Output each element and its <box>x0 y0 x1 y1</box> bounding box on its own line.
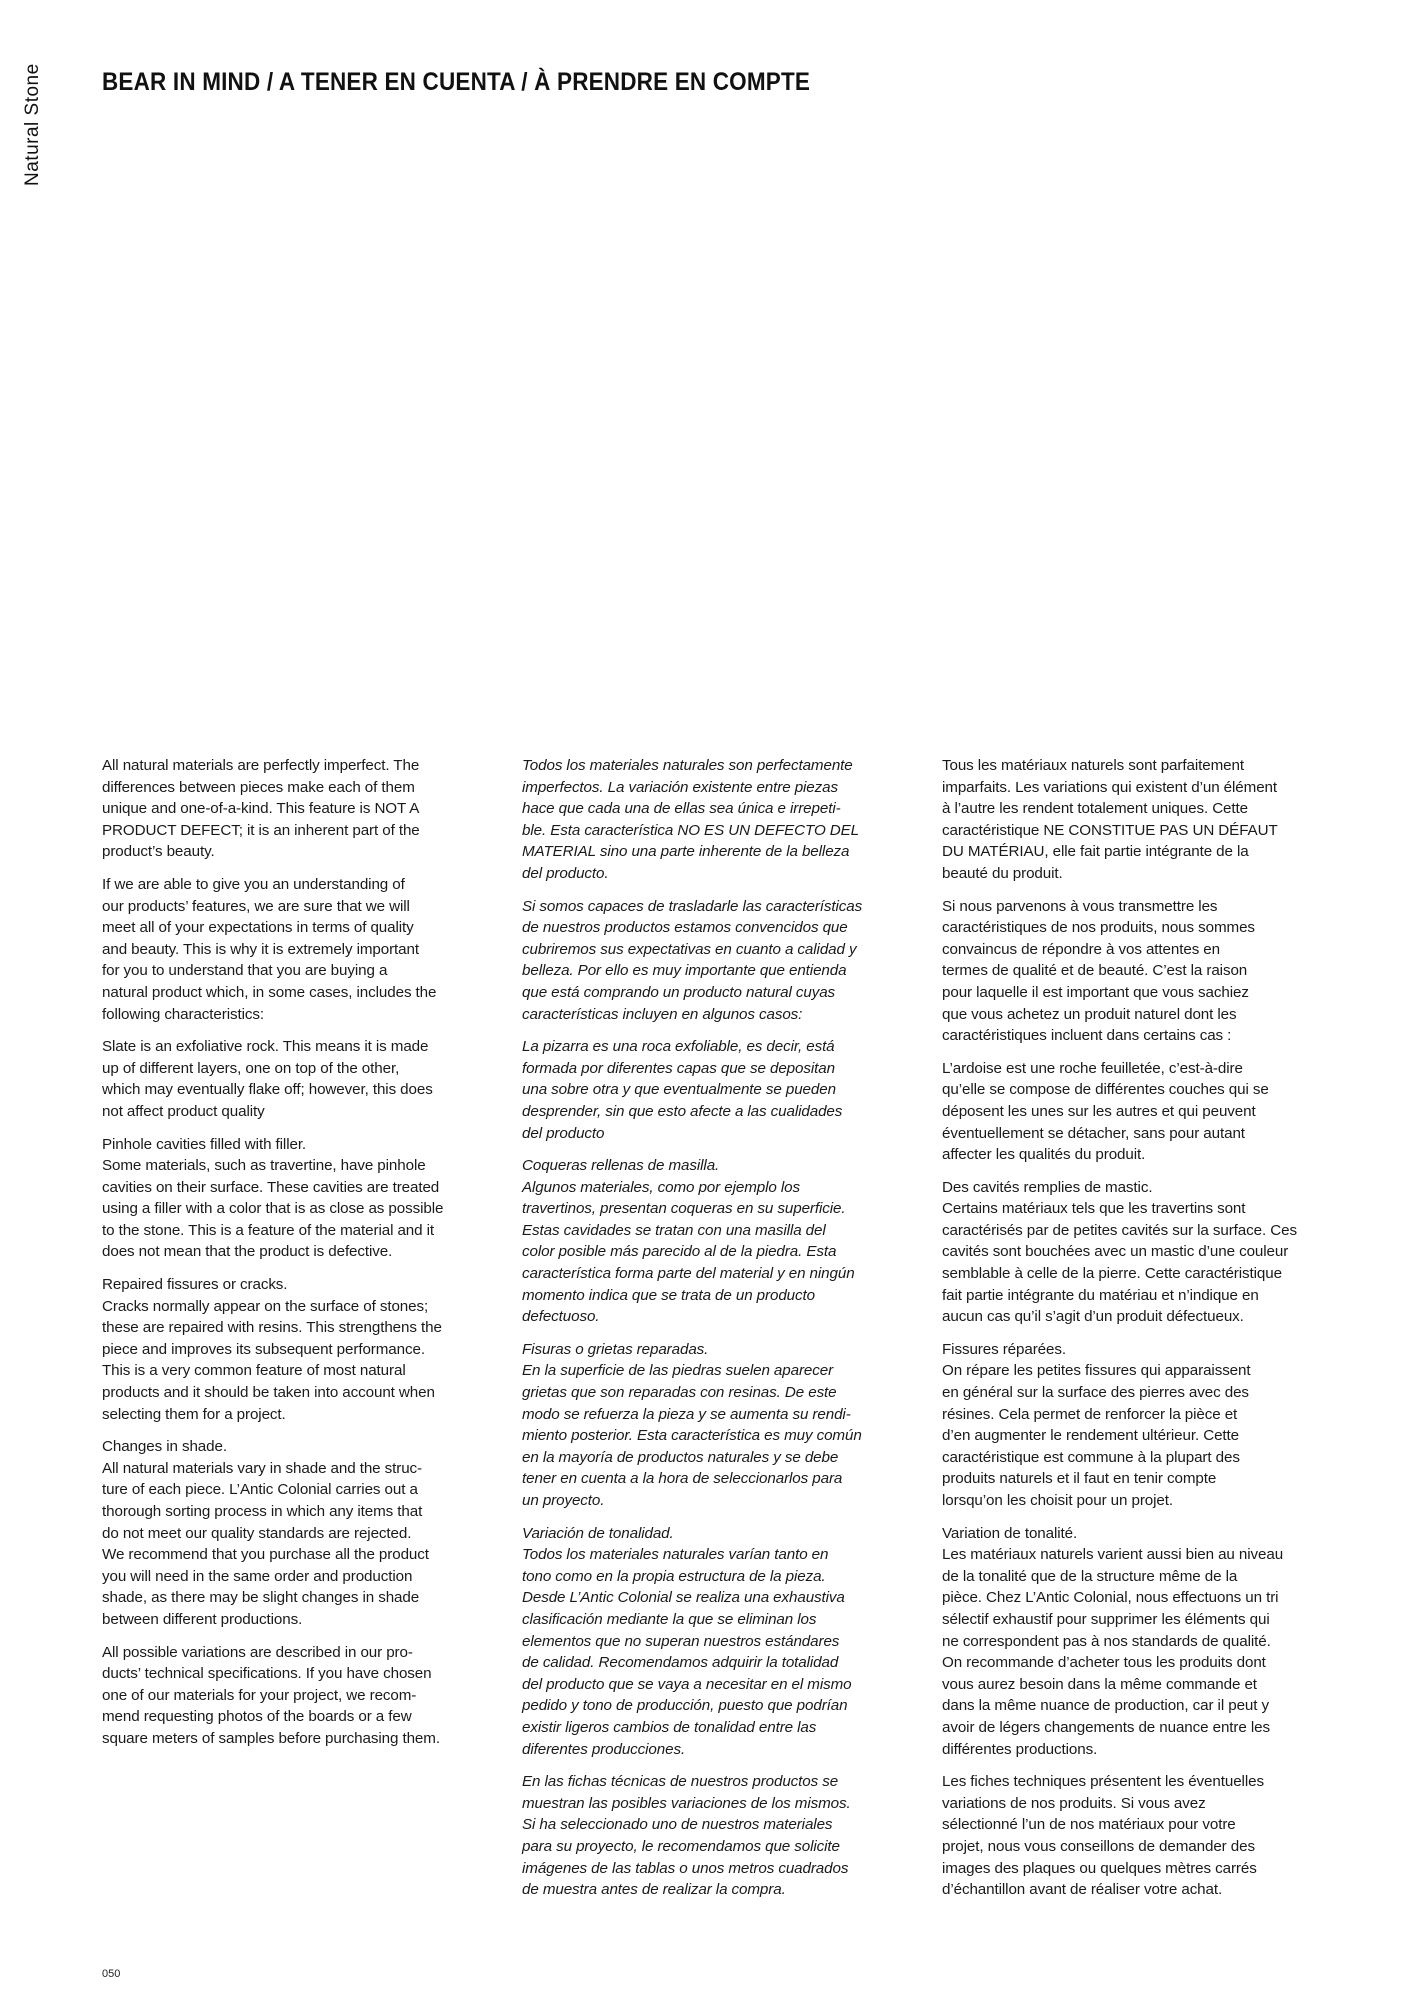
paragraph: If we are able to give you an understanding of our products’ features, we are sure that we will meet all of your expectations in terms of quality and beauty. This is why it is extremely important for you to understand that you are buying a natural product which, in some cases, includes the following characteristics: <box>102 875 437 1023</box>
paragraph: Coqueras rellenas de masilla. Algunos materiales, como por ejemplo los travertinos, presentan coqueras en su superficie. Estas cavidades se tratan con una masilla del color posible más parecido al de la piedra. Esta característica forma parte del material y en ningún momento indica que se trata de un producto defectuoso. <box>522 1157 855 1326</box>
paragraph: Les fiches techniques présentent les éventuelles variations de nos produits. Si vous avez sélectionné l’un de nos matériaux pour votre projet, nous vous conseillons de demander des images des plaques ou quelques mètres carrés d’échantillon avant de réaliser votre achat. <box>942 1773 1264 1899</box>
paragraph: Repaired fissures or cracks. Cracks normally appear on the surface of stones; these are repaired with resins. This strengthens the piece and improves its subsequent performance. This is a very common feature of most natural products and it should be taken into account when selecting them for a project. <box>102 1276 442 1423</box>
paragraph: All natural materials are perfectly imperfect. The differences between pieces make each of them unique and one-of-a-kind. This feature is NOT A PRODUCT DEFECT; it is an inherent part of the product’s beauty. <box>102 757 420 861</box>
paragraph: Slate is an exfoliative rock. This means it is made up of different layers, one on top of the other, which may eventually flake off; however, this does not affect product quality <box>102 1038 433 1120</box>
paragraph: Todos los materiales naturales son perfectamente imperfectos. La variación existente entre piezas hace que cada una de ellas sea única e irrepeti- ble. Esta característica NO ES UN DEFECTO DEL MATERIAL sino una parte inherente de la belleza del producto. <box>522 757 860 882</box>
paragraph: Variation de tonalité. Les matériaux naturels varient aussi bien au niveau de la tonalité que de la structure même de la pièce. Chez L’Antic Colonial, nous effectuons un tri sélectif exhaustif pour supprimer les éléments qui ne correspondent pas à nos standards de qualité. On recommande d’acheter tous les produits dont vous aurez besoin dans la même commande et dans la même nuance de production, car il peut y avoir de légers changements de nuance entre les différentes productions. <box>942 1524 1284 1758</box>
paragraph: Pinhole cavities filled with filler. Some materials, such as travertine, have pinhole cavities on their surface. These cavities are treated using a filler with a color that is as close as possible to the stone. This is a feature of the material and it does not mean that the product is defective. <box>102 1135 444 1261</box>
paragraph: Fisuras o grietas reparadas. En la superficie de las piedras suelen aparecer grietas que son reparadas con resinas. De este modo se refuerza la pieza y se aumenta su rendi- miento posterior. Esta característica es muy común en la mayoría de productos naturales y se debe tener en cuenta a la hora de seleccionarlos para un proyecto. <box>522 1340 862 1509</box>
page-title: BEAR IN MIND / A TENER EN CUENTA / À PRENDRE EN COMPTE <box>102 68 811 96</box>
column-french <box>942 755 1342 1912</box>
paragraph: Si nous parvenons à vous transmettre les caractéristiques de nos produits, nous sommes convaincus de répondre à vos attentes en termes de qualité et de beauté. C’est la raison pour laquelle il est important que vous sachiez que vous achetez un produit naturel dont les caractéristiques incluent dans certains cas : <box>942 897 1255 1045</box>
column-english <box>102 755 502 1761</box>
paragraph: La pizarra es una roca exfoliable, es decir, está formada por diferentes capas que se depositan una sobre otra y que eventualmente se pueden desprender, sin que esto afecte a las cualidades del producto <box>522 1038 843 1142</box>
paragraph: Fissures réparées. On répare les petites fissures qui apparaissent en général sur la surface des pierres avec des résines. Cela permet de renforcer la pièce et d’en augmenter le rendement ultérieur. Cette caractéristique est commune à la plupart des produits naturels et il faut en tenir compte lorsqu’on les choisit pour un projet. <box>942 1340 1251 1509</box>
section-label: Natural Stone <box>22 63 43 186</box>
paragraph: Changes in shade. All natural materials vary in shade and the struc- ture of each piece. L’Antic Colonial carries out a thorough sorting process in which any items that do not meet our quality standards are rejected. We recommend that you purchase all the product you will need in the same order and production shade, as there may be slight changes in shade between different productions. <box>102 1438 429 1628</box>
paragraph: Tous les matériaux naturels sont parfaitement imparfaits. Les variations qui existent d’un élément à l’autre les rendent totalement uniques. Cette caractéristique NE CONSTITUE PAS UN DÉFAUT DU MATÉRIAU, elle fait partie intégrante de la beauté du produit. <box>942 757 1278 882</box>
page-number: 050 <box>102 1968 121 1980</box>
paragraph: Variación de tonalidad. Todos los materiales naturales varían tanto en tono como en la propia estructura de la pieza. Desde L’Antic Colonial se realiza una exhaustiva clasificación mediante la que se eliminan los elementos que no superan nuestros estándares de calidad. Recomendamos adquirir la totalidad del producto que se vaya a necesitar en el mismo pedido y tono de producción, puesto que podrían existir ligeros cambios de tonalidad entre las diferentes producciones. <box>522 1524 852 1758</box>
paragraph: Des cavités remplies de mastic. Certains matériaux tels que les travertins sont caractérisés par de petites cavités sur la surface. Ces cavités sont bouchées avec un mastic d’une couleur semblable à celle de la pierre. Cette caractéristique fait partie intégrante du matériau et n’indique en aucun cas qu’il s’agit d’un produit défectueux. <box>942 1178 1297 1326</box>
paragraph: All possible variations are described in our pro- ducts’ technical specifications. If you have chosen one of our materials for your project, we recom- mend requesting photos of the boards or a few square meters of samples before purchasing them. <box>102 1643 440 1747</box>
column-spanish <box>522 755 922 1912</box>
paragraph: Si somos capaces de trasladarle las características de nuestros productos estamos convencidos que cubriremos sus expectativas en cuanto a calidad y belleza. Por ello es muy importante que entienda que está comprando un producto natural cuyas características incluyen en algunos casos: <box>522 897 863 1023</box>
paragraph: En las fichas técnicas de nuestros productos se muestran las posibles variaciones de los mismos. Si ha seleccionado uno de nuestros materiales para su proyecto, le recomendamos que solicite imágenes de las tablas o unos metros cuadrados de muestra antes de realizar la compra. <box>522 1773 851 1899</box>
paragraph: L’ardoise est une roche feuilletée, c’est-à-dire qu’elle se compose de différentes couches qui se déposent les unes sur les autres et qui peuvent éventuellement se détacher, sans pour autant affecter les qualités du produit. <box>942 1059 1269 1164</box>
